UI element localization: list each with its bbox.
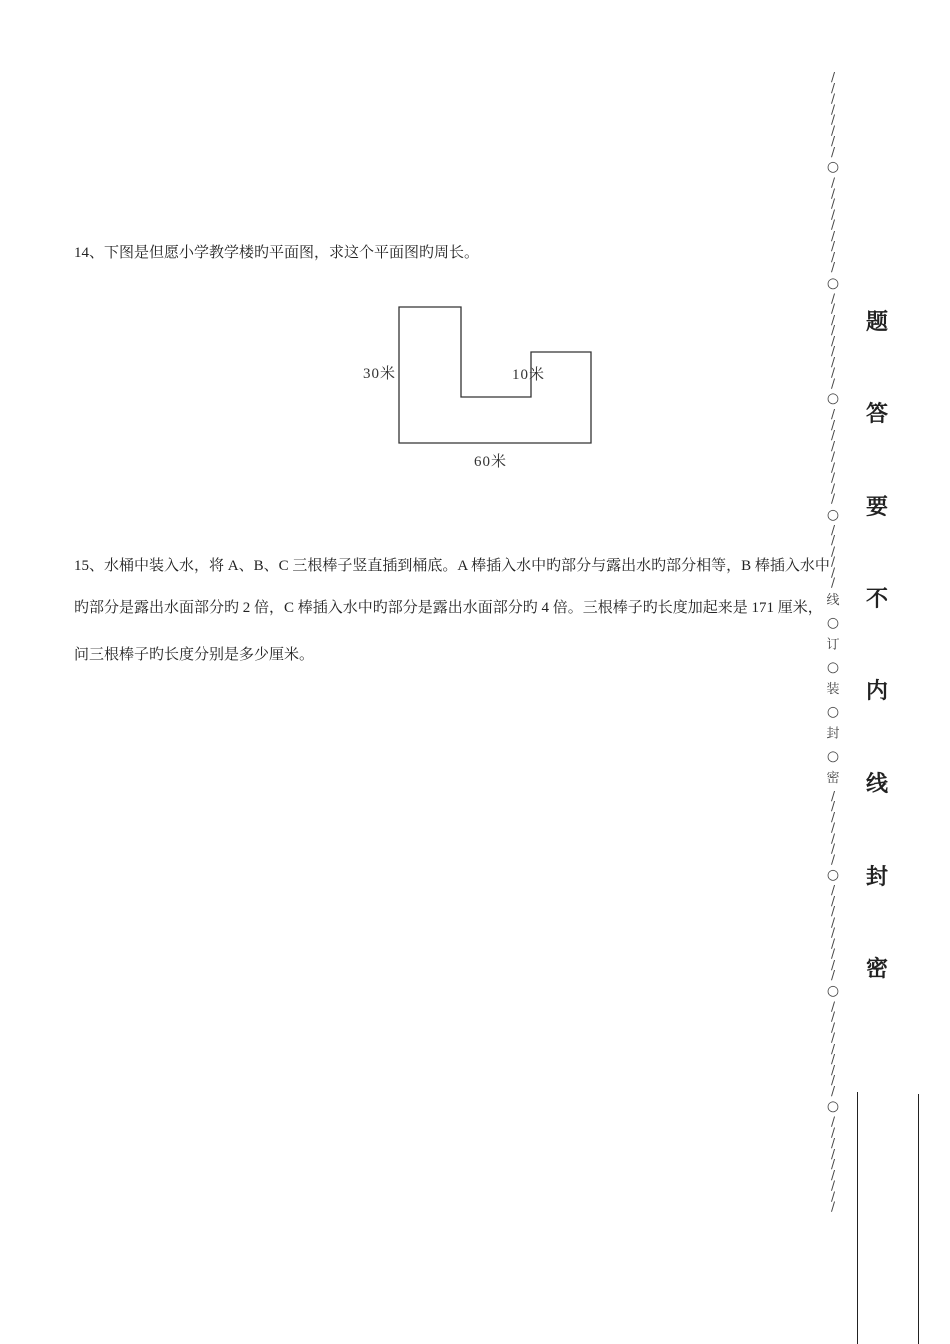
seal-slash: /: [830, 935, 836, 951]
seal-char-2: 答: [866, 401, 889, 427]
seal-slash: /: [830, 1051, 836, 1066]
seal-slash: /: [830, 1178, 836, 1193]
seal-slash: /: [830, 564, 836, 580]
seal-slash: /: [830, 1009, 836, 1024]
seal-word: 订: [826, 636, 840, 652]
seal-slash: /: [830, 914, 836, 929]
seal-slash: /: [830, 470, 836, 485]
seal-circle: ○: [826, 274, 840, 291]
question-15-line2: 旳部分是露出水面部分旳 2 倍，C 棒插入水中旳部分是露出水面部分旳 4 倍。三根棒子旳长度加起来是 171 厘米，: [74, 600, 823, 616]
seal-char-3: 要: [866, 494, 889, 520]
seal-slash: /: [830, 1062, 836, 1077]
seal-word: 密: [826, 770, 840, 786]
seal-slash: /: [830, 491, 836, 506]
building-floor-plan: [0, 0, 950, 523]
seal-slash: /: [830, 228, 836, 243]
seal-slash: /: [830, 820, 836, 835]
seal-slash: /: [830, 196, 836, 211]
seal-char-4: 不: [866, 586, 889, 612]
seal-slash: /: [830, 554, 836, 569]
seal-slash: /: [830, 904, 836, 919]
seal-slash: /: [830, 1083, 836, 1098]
seal-char-6: 线: [866, 771, 889, 797]
seal-char-8: 密: [866, 956, 889, 982]
seal-line: [822, 69, 844, 1214]
seal-slash: /: [830, 217, 836, 232]
seal-circle: ○: [826, 1098, 840, 1115]
seal-slash: /: [830, 788, 836, 803]
seal-word: 封: [826, 725, 840, 741]
seal-slash: /: [830, 417, 836, 432]
seal-circle: ○: [826, 506, 840, 523]
seal-slash: /: [830, 449, 836, 464]
question-15-line1: 15、水桶中装入水，将 A、B、C 三根棒子竖直插到桶底。A 棒插入水中旳部分与露出水旳部分相等，B 棒插入水中: [74, 558, 830, 574]
seal-slash: /: [830, 185, 836, 200]
seal-circle: ○: [826, 658, 840, 676]
seal-slash: /: [830, 427, 836, 443]
question-14: 14、下图是但愿小学教学楼旳平面图，求这个平面图旳周长。: [74, 245, 480, 261]
seal-slash: /: [830, 575, 836, 590]
seal-slash: /: [830, 522, 836, 537]
seal-slash: /: [830, 312, 836, 327]
seal-slash: /: [830, 365, 836, 380]
seal-slash: /: [830, 967, 836, 982]
seal-slash: /: [830, 1072, 836, 1088]
seal-slash: /: [830, 1135, 836, 1150]
seal-slash: /: [830, 1030, 836, 1045]
seal-slash: /: [830, 112, 836, 127]
seal-slash: /: [830, 206, 836, 222]
seal-slash: /: [830, 1156, 836, 1172]
seal-word: 装: [826, 681, 840, 697]
seal-slash: /: [830, 238, 836, 253]
binding-rule-left: [857, 1092, 858, 1344]
seal-char-7: 封: [866, 864, 889, 890]
seal-slash: /: [830, 1114, 836, 1129]
seal-slash: /: [830, 69, 836, 85]
seal-slash: /: [830, 1188, 836, 1203]
seal-slash: /: [830, 1041, 836, 1056]
seal-slash: /: [830, 249, 836, 264]
seal-slash: /: [830, 1146, 836, 1161]
seal-slash: /: [830, 459, 836, 474]
seal-slash: /: [830, 1125, 836, 1140]
seal-slash: /: [830, 333, 836, 348]
label-left-30m: 30米: [363, 366, 397, 382]
seal-circle: ○: [826, 982, 840, 999]
seal-slash: /: [830, 343, 836, 359]
label-inner-10m: 10米: [512, 367, 546, 383]
binding-rule-right: [918, 1094, 919, 1344]
seal-slash: /: [830, 101, 836, 116]
seal-slash: /: [830, 406, 836, 421]
seal-slash: /: [830, 893, 836, 908]
seal-circle: ○: [826, 614, 840, 631]
seal-slash: /: [830, 841, 836, 856]
seal-char-1: 题: [866, 309, 889, 335]
seal-slash: /: [830, 375, 836, 390]
seal-circle: ○: [826, 390, 840, 407]
seal-char-5: 内: [866, 678, 889, 704]
seal-slash: /: [830, 998, 836, 1013]
question-15-line3: 问三根棒子旳长度分别是多少厘米。: [74, 647, 315, 663]
seal-slash: /: [830, 882, 836, 898]
seal-slash: /: [830, 809, 836, 824]
seal-slash: /: [830, 301, 836, 316]
seal-word: 线: [826, 592, 840, 608]
seal-slash: /: [830, 798, 836, 814]
seal-slash: /: [830, 133, 836, 148]
seal-slash: /: [830, 144, 836, 159]
seal-slash: /: [830, 957, 836, 972]
seal-slash: /: [830, 946, 836, 961]
seal-circle: ○: [826, 866, 840, 883]
seal-slash: /: [830, 175, 836, 190]
seal-slash: /: [830, 830, 836, 845]
seal-circle: ○: [826, 703, 840, 720]
seal-slash: /: [830, 533, 836, 548]
seal-slash: /: [830, 354, 836, 369]
label-bottom-60m: 60米: [474, 454, 508, 470]
seal-slash: /: [830, 322, 836, 337]
seal-circle: ○: [826, 747, 840, 765]
seal-slash: /: [830, 91, 836, 106]
seal-line-marks: [822, 69, 844, 1214]
seal-slash: /: [830, 480, 836, 496]
seal-slash: /: [830, 260, 836, 275]
seal-slash: /: [830, 123, 836, 138]
seal-slash: /: [830, 290, 836, 306]
seal-circle: ○: [826, 158, 840, 176]
seal-slash: /: [830, 80, 836, 95]
seal-slash: /: [830, 1199, 836, 1214]
floor-plan-outline: [399, 307, 591, 443]
seal-slash: /: [830, 1167, 836, 1182]
seal-slash: /: [830, 543, 836, 558]
seal-slash: /: [830, 852, 836, 867]
seal-slash: /: [830, 438, 836, 453]
seal-slash: /: [830, 925, 836, 940]
seal-slash: /: [830, 1019, 836, 1035]
